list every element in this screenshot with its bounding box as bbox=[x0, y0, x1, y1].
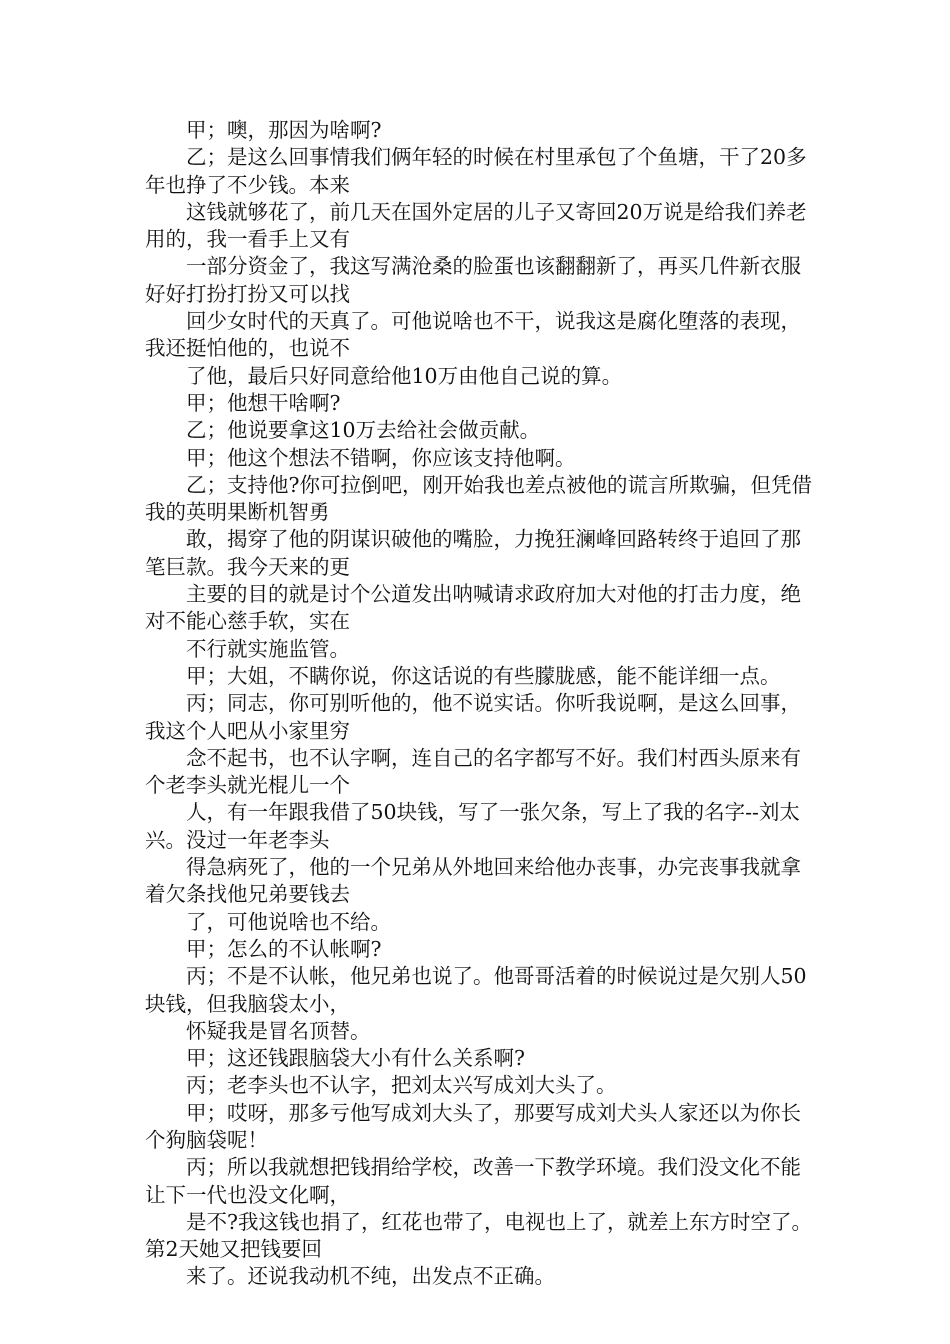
paragraph: 这钱就够花了，前几天在国外定居的儿子又寄回20万说是给我们养老用的，我一看手上又有 bbox=[145, 199, 807, 252]
paragraph: 念不起书，也不认字啊，连自己的名字都写不好。我们村西头原来有个老李头就光棍儿一个 bbox=[145, 745, 801, 798]
paragraph: 人，有一年跟我借了50块钱，写了一张欠条，写上了我的名字--刘太兴。没过一年老李头 bbox=[145, 800, 800, 852]
paragraph: 是不?我这钱也捐了，红花也带了，电视也上了，就差上东方时空了。第2天她又把钱要回 bbox=[145, 1209, 812, 1262]
paragraph: 丙；老李头也不认字，把刘太兴写成刘大头了。 bbox=[186, 1073, 617, 1098]
paragraph: 甲；他这个想法不错啊，你应该支持他啊。 bbox=[186, 445, 576, 470]
paragraph: 甲；噢，那因为啥啊? bbox=[186, 118, 382, 142]
paragraph: 乙；是这么回事情我们俩年轻的时候在村里承包了个鱼塘，干了20多年也挣了不少钱。本来 bbox=[145, 145, 807, 197]
paragraph: 一部分资金了，我这写满沧桑的脸蛋也该翻翻新了，再买几件新衣服好好打扮打扮又可以找 bbox=[145, 254, 801, 306]
paragraph: 甲；他想干啥啊? bbox=[186, 390, 341, 415]
paragraph: 乙；他说要拿这10万去给社会做贡献。 bbox=[186, 418, 541, 443]
paragraph: 回少女时代的天真了。可他说啥也不干，说我这是腐化堕落的表现，我还挺怕他的，也说不 bbox=[145, 309, 801, 361]
paragraph: 了，可他说啥也不给。 bbox=[186, 909, 391, 934]
paragraph: 甲；大姐，不瞒你说，你这话说的有些朦胧感，能不能详细一点。 bbox=[186, 663, 781, 688]
paragraph: 甲；哎呀，那多亏他写成刘大头了，那要写成刘犬头人家还以为你长个狗脑袋呢！ bbox=[145, 1100, 801, 1152]
paragraph: 得急病死了，他的一个兄弟从外地回来给他办丧事，办完丧事我就拿着欠条找他兄弟要钱去 bbox=[145, 855, 801, 907]
paragraph: 丙；所以我就想把钱捐给学校，改善一下教学环境。我们没文化不能让下一代也没文化啊， bbox=[145, 1155, 801, 1207]
paragraph: 主要的目的就是讨个公道发出呐喊请求政府加大对他的打击力度，绝对不能心慈手软，实在 bbox=[145, 582, 801, 634]
paragraph: 丙；不是不认帐，他兄弟也说了。他哥哥活着的时候说过是欠别人50块钱，但我脑袋太小， bbox=[145, 964, 807, 1016]
paragraph: 丙；同志，你可别听他的，他不说实话。你听我说啊，是这么回事，我这个人吧从小家里穷 bbox=[145, 691, 801, 743]
paragraph: 乙；支持他?你可拉倒吧，刚开始我也差点被他的谎言所欺骗，但凭借我的英明果断机智勇 bbox=[145, 472, 812, 525]
document-body bbox=[145, 117, 813, 1291]
paragraph: 来了。还说我动机不纯，出发点不正确。 bbox=[186, 1264, 555, 1289]
paragraph: 怀疑我是冒名顶替。 bbox=[186, 1018, 371, 1043]
paragraph: 了他，最后只好同意给他10万由他自己说的算。 bbox=[186, 363, 623, 388]
paragraph: 甲；怎么的不认帐啊? bbox=[186, 936, 382, 961]
paragraph: 甲；这还钱跟脑袋大小有什么关系啊? bbox=[186, 1046, 525, 1071]
paragraph: 不行就实施监管。 bbox=[186, 636, 350, 661]
paragraph: 敢，揭穿了他的阴谋识破他的嘴脸，力挽狂澜峰回路转终于追回了那笔巨款。我今天来的更 bbox=[145, 527, 801, 579]
